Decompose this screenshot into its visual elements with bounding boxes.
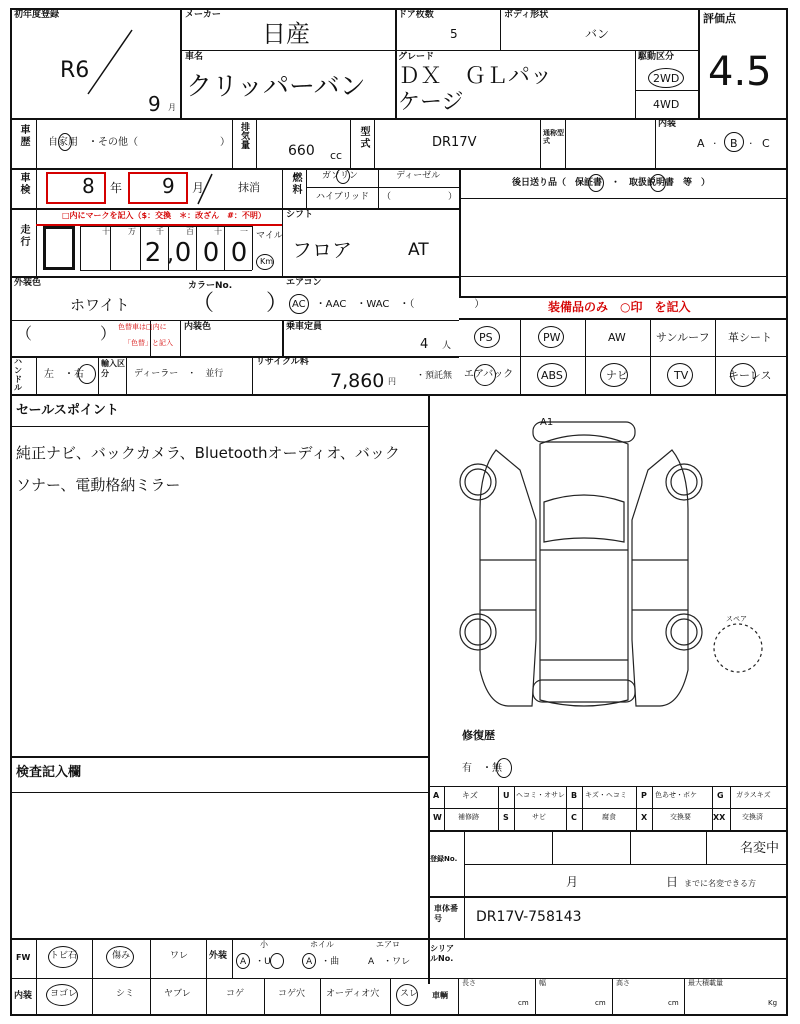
- divider: [10, 426, 428, 427]
- divider: [180, 8, 182, 118]
- interior-color-label: 内装色: [184, 322, 212, 332]
- car-diagram: [440, 410, 770, 710]
- score-label: 評価点: [703, 12, 736, 25]
- divider: [464, 896, 465, 938]
- displacement-unit: cc: [330, 149, 343, 162]
- fuel-label: 燃料: [290, 172, 301, 196]
- divider: [10, 394, 788, 396]
- first-reg-month-unit: 月: [168, 103, 176, 112]
- equipment-title: 装備品のみ ○印 を記入: [548, 300, 691, 314]
- inspection-year: 8: [82, 174, 95, 198]
- interior-c: C: [762, 137, 770, 150]
- fuel-other: （: [382, 192, 392, 202]
- divider: [428, 786, 788, 787]
- inspection-month-unit: 月: [192, 181, 205, 195]
- model-value: DR17V: [432, 135, 477, 150]
- unit-100k: 十: [102, 227, 110, 236]
- width-unit: cm: [595, 999, 606, 1007]
- interior-item-4: コゲ: [226, 989, 245, 999]
- serial-label: シリアルNo.: [430, 944, 454, 963]
- interior-item-6: オーディオ穴: [326, 989, 380, 999]
- sales-label: セールスポイント: [16, 403, 119, 418]
- mileage-km: Km: [260, 257, 274, 266]
- interior-item-3: ヤブレ: [164, 989, 191, 999]
- divider: [252, 356, 253, 394]
- mileage-separator: ,: [167, 242, 174, 267]
- spare-label: スペア: [726, 615, 747, 623]
- size-label: 車輌: [432, 991, 448, 1000]
- equip-ps: PS: [479, 331, 493, 344]
- shift-label: シフト: [286, 210, 314, 220]
- import-label: 輸入区分: [101, 359, 125, 378]
- sales-line-1: 純正ナビ、バックカメラ、Bluetoothオーディオ、バック: [16, 444, 400, 462]
- wheel-a-circle: [302, 953, 316, 969]
- length-label: 長さ: [462, 979, 476, 987]
- fuel-gas-circle: [336, 168, 350, 184]
- divider: [10, 168, 788, 170]
- mileage-label: 走行: [18, 224, 29, 248]
- small-a-circle: [236, 953, 250, 969]
- interior-item-1-circle: [46, 984, 78, 1006]
- grade-line2: ケージ: [398, 90, 464, 115]
- interior-bottom-label: 内装: [14, 991, 33, 1001]
- divider: [459, 276, 788, 277]
- repair-circle: [496, 758, 512, 778]
- ac-circle: [289, 294, 309, 314]
- equip-abs-circle: [537, 363, 567, 387]
- capacity-unit: 人: [442, 341, 452, 351]
- diagram-mark: A1: [540, 417, 554, 428]
- divider: [98, 356, 99, 394]
- small-label: 小: [260, 940, 268, 949]
- mileage-digit-2: 0: [174, 238, 192, 268]
- name-change-value: 名変中: [740, 841, 780, 856]
- handle-circle: [78, 364, 96, 384]
- divider: [10, 276, 459, 278]
- drive-2wd: 2WD: [653, 72, 680, 85]
- legend-xx: XX: [713, 813, 726, 822]
- mileage-mile: マイル: [256, 231, 283, 241]
- divider: [635, 50, 636, 118]
- divider: [459, 296, 788, 298]
- vin-value: DR17V-758143: [476, 909, 582, 925]
- legend-u-text: ヘコミ・オサレ: [516, 791, 565, 799]
- color-code-open: （: [192, 291, 215, 316]
- divider: [428, 830, 788, 832]
- divider: [652, 786, 653, 830]
- legend-u: U: [503, 791, 510, 800]
- fw-item-1-circle: [48, 946, 78, 968]
- grade-line1: ＤＸ ＧＬパッ: [398, 64, 553, 89]
- legend-s-text: サビ: [532, 813, 546, 821]
- fw-item-1: トビ石: [50, 951, 78, 961]
- color-code-close: ）: [266, 291, 289, 316]
- unit-1: 一: [240, 227, 248, 236]
- wheel-label: ホイル: [310, 940, 334, 949]
- legend-c-text: 腐食: [602, 813, 616, 821]
- mileage-note: □内にマークを記入（$：交換 ＊：改ざん #：不明）: [62, 211, 266, 220]
- docs-circle-1: [588, 174, 604, 192]
- recycle-unit: 円: [388, 377, 396, 386]
- divider: [585, 318, 586, 394]
- divider: [36, 208, 37, 276]
- legend-p: P: [641, 791, 647, 800]
- legend-w-text: 補修跡: [458, 813, 479, 821]
- color-change-close: ）: [100, 324, 117, 343]
- legend-p-text: 色あせ・ボケ: [655, 791, 697, 799]
- divider: [428, 808, 788, 809]
- repair-label: 修復歴: [462, 729, 495, 742]
- docs-note: 後日送り品（ 保証書 ・ 取扱説明書 等 ）: [512, 178, 711, 188]
- divider: [180, 50, 698, 51]
- divider: [10, 978, 788, 979]
- legend-x: X: [641, 813, 648, 822]
- legend-x-text: 交換要: [670, 813, 691, 821]
- equip-aw: AW: [608, 331, 626, 344]
- name-change-day: 日: [666, 875, 679, 889]
- vin-label: 車体番号: [434, 904, 458, 923]
- divider: [552, 830, 553, 864]
- equip-keyless: キーレス: [728, 369, 772, 382]
- max-load-unit: Kg: [768, 999, 778, 1007]
- divider: [635, 90, 698, 91]
- legend-c: C: [571, 813, 577, 822]
- width-label: 幅: [539, 979, 546, 987]
- equip-navi-circle: [600, 363, 628, 387]
- first-reg-year: R6: [60, 58, 90, 83]
- color-change-note-1: 色替車は□内に: [118, 323, 167, 331]
- mileage-digit-1: 2: [144, 238, 162, 268]
- doors-label: ドア枚数: [398, 10, 434, 20]
- fw-item-2: 傷み: [112, 951, 131, 961]
- small-items: A ・U: [240, 957, 271, 967]
- repair-value: 有 ・無: [462, 763, 502, 774]
- fuel-other-close: ）: [448, 192, 458, 202]
- capacity-label: 乗車定員: [286, 322, 323, 332]
- check-label: 検査記入欄: [16, 765, 82, 780]
- dealer-value: ディーラー ・ 並行: [134, 369, 224, 379]
- aero-label: エアロ: [376, 940, 400, 949]
- fuel-gas: ガソリン: [322, 171, 359, 181]
- divider: [520, 318, 521, 394]
- length-unit: cm: [518, 999, 529, 1007]
- divider: [180, 320, 181, 356]
- body-label: ボディ形状: [504, 10, 549, 20]
- small-u-circle: [270, 953, 284, 969]
- divider: [566, 786, 567, 830]
- interior-a: A: [697, 137, 705, 150]
- inspection-label: 車検: [18, 172, 29, 196]
- equip-abs: ABS: [541, 369, 563, 382]
- color-change-note-2: 「色替」と記入: [124, 339, 173, 347]
- color-change-open: （: [16, 324, 33, 343]
- capacity-value: 4: [420, 337, 429, 352]
- doors-value: 5: [450, 27, 458, 41]
- docs-circle-2: [650, 174, 666, 192]
- divider: [10, 756, 428, 758]
- handle-label: ハンドル: [14, 357, 22, 393]
- divider: [10, 208, 459, 210]
- divider: [582, 786, 583, 830]
- drive-4wd: 4WD: [653, 98, 680, 111]
- divider: [464, 830, 465, 896]
- unit-10: 十: [214, 227, 222, 236]
- divider: [636, 786, 637, 830]
- divider: [36, 938, 37, 1016]
- equip-tv: TV: [674, 369, 689, 382]
- legend-b-text: キズ・ヘコミ: [585, 791, 627, 799]
- mileage-km-circle: [256, 254, 274, 270]
- divider: [320, 978, 321, 1016]
- divider: [282, 168, 283, 276]
- divider: [92, 938, 93, 1016]
- divider: [306, 187, 459, 188]
- divider: [10, 320, 459, 321]
- equip-pw-circle: [538, 326, 564, 348]
- equip-navi: ナビ: [606, 369, 628, 382]
- divider: [232, 938, 233, 978]
- score-value: 4.5: [708, 49, 772, 95]
- divider: [306, 168, 307, 208]
- divider: [350, 118, 351, 168]
- divider: [378, 168, 379, 208]
- divider: [10, 356, 459, 358]
- legend-g: G: [717, 791, 724, 800]
- divider: [395, 8, 397, 118]
- legend-b: B: [571, 791, 578, 800]
- divider: [650, 318, 651, 394]
- interior-item-1: ヨゴレ: [50, 989, 78, 999]
- interior-item-7-circle: [396, 984, 418, 1006]
- history-value: 自家用 ・その他（: [48, 137, 138, 148]
- mileage-digit-3: 0: [202, 238, 220, 268]
- inspection-month-box: [128, 172, 188, 204]
- common-model-label: 通称型式: [543, 129, 564, 145]
- first-reg-label: 初年度登録: [14, 10, 60, 20]
- divider: [684, 978, 685, 1016]
- aero-items: A ・ワレ: [368, 957, 411, 967]
- legend-s: S: [503, 813, 509, 822]
- fw-item-3: ワレ: [170, 951, 189, 961]
- history-close: ）: [220, 137, 230, 148]
- slash-mark: [80, 28, 140, 98]
- divider: [459, 356, 788, 357]
- color-value: ホワイト: [70, 296, 130, 314]
- divider: [36, 168, 37, 208]
- fw-label: FW: [16, 953, 31, 962]
- divider: [464, 864, 788, 865]
- divider: [232, 118, 233, 168]
- unit-1k: 千: [156, 227, 164, 236]
- color-label: 外装色: [14, 278, 42, 288]
- divider: [565, 118, 566, 168]
- sales-line-2: ソナー、電動格納ミラー: [16, 476, 181, 494]
- shift-type: AT: [408, 240, 429, 260]
- divider: [655, 118, 656, 168]
- history-label: 車歴: [18, 124, 29, 148]
- equip-tv-circle: [667, 363, 693, 387]
- divider: [110, 226, 111, 270]
- max-load-label: 最大積載量: [688, 979, 723, 987]
- body-value: バン: [585, 27, 610, 41]
- inspection-erase: 抹消: [238, 181, 260, 194]
- height-unit: cm: [668, 999, 679, 1007]
- divider: [698, 8, 700, 118]
- legend-g-text: ガラスキズ: [736, 791, 771, 799]
- handle-value: 左 ・右: [44, 369, 84, 380]
- divider: [80, 226, 81, 270]
- recycle-label: リサイクル料: [256, 357, 309, 367]
- divider: [390, 978, 391, 1016]
- recycle-value: 7,860: [330, 370, 385, 392]
- inspection-year-unit: 年: [110, 181, 123, 195]
- divider: [540, 118, 541, 168]
- displacement-value: 660: [288, 143, 315, 159]
- divider: [444, 786, 445, 830]
- wheel-items: A ・曲: [306, 957, 340, 967]
- divider: [374, 118, 375, 168]
- ac-label: エアコン: [286, 278, 322, 288]
- equip-airbag-circle: [474, 364, 496, 386]
- interior-item-2: シミ: [116, 989, 135, 999]
- carname-label: 車名: [185, 52, 204, 62]
- divider: [514, 786, 515, 830]
- interior-label: 内装: [658, 119, 677, 129]
- equip-ps-circle: [474, 326, 500, 348]
- fw-item-2-circle: [106, 946, 134, 968]
- inspection-year-box: [46, 172, 106, 204]
- legend-a-text: キズ: [462, 791, 478, 800]
- divider: [10, 792, 428, 793]
- equip-leather: 革シート: [728, 331, 772, 344]
- interior-item-5: コゲ穴: [278, 989, 306, 999]
- divider: [535, 978, 536, 1016]
- name-change-note: までに名変できる方: [684, 879, 756, 888]
- divider: [706, 830, 707, 864]
- displacement-label: 排気量: [239, 122, 249, 149]
- divider: [459, 198, 788, 199]
- divider: [630, 830, 631, 864]
- inspection-month: 9: [162, 174, 175, 198]
- grade-label: グレード: [398, 52, 435, 62]
- divider: [458, 978, 459, 1016]
- divider: [36, 356, 37, 394]
- divider: [126, 356, 127, 394]
- first-reg-month: 9: [148, 92, 161, 116]
- legend-xx-text: 交換済: [742, 813, 763, 821]
- divider: [498, 786, 499, 830]
- height-label: 高さ: [616, 979, 630, 987]
- divider: [715, 318, 716, 394]
- divider: [730, 786, 731, 830]
- divider: [612, 978, 613, 1016]
- divider: [206, 938, 207, 1016]
- interior-b: B: [730, 137, 738, 150]
- equip-keyless-circle: [730, 363, 756, 387]
- mileage-digit-4: 0: [230, 238, 248, 268]
- divider: [500, 8, 501, 50]
- interior-item-7: スレ: [400, 989, 419, 999]
- divider: [282, 320, 284, 356]
- divider: [264, 978, 265, 1016]
- name-change-month: 月: [566, 875, 579, 889]
- interior-b-circle: [724, 132, 744, 152]
- model-label: 型式: [358, 126, 369, 150]
- equip-pw: PW: [543, 331, 561, 344]
- registration-label: 登録No.: [430, 855, 458, 863]
- mileage-mark-box: [43, 226, 75, 270]
- deposit-note: ・預託無: [416, 371, 453, 381]
- divider: [36, 118, 37, 168]
- divider: [428, 896, 788, 898]
- history-circle: [58, 133, 72, 151]
- divider: [256, 118, 257, 168]
- legend-w: W: [433, 813, 442, 822]
- divider: [150, 938, 151, 1016]
- equip-sunroof: サンルーフ: [656, 331, 710, 344]
- unit-10k: 万: [128, 227, 136, 236]
- color-code-label: カラーNo.: [188, 281, 233, 291]
- maker-label: メーカー: [185, 10, 221, 20]
- exterior-label: 外装: [209, 951, 228, 961]
- shift-position: フロア: [292, 238, 352, 262]
- divider: [459, 318, 788, 320]
- maker-value: 日産: [262, 20, 310, 48]
- fuel-hybrid: ハイブリッド: [316, 192, 370, 202]
- unit-100: 百: [186, 227, 194, 236]
- divider: [712, 786, 713, 830]
- ac-value: AC ・AAC ・WAC ・（ ）: [292, 299, 485, 310]
- equip-airbag: エアバック: [464, 369, 514, 380]
- fuel-diesel: ディーゼル: [396, 171, 441, 181]
- carname-value: クリッパーバン: [186, 72, 366, 102]
- drive-2wd-circle: [648, 68, 684, 88]
- drive-label: 駆動区分: [638, 52, 675, 62]
- legend-a: A: [433, 791, 440, 800]
